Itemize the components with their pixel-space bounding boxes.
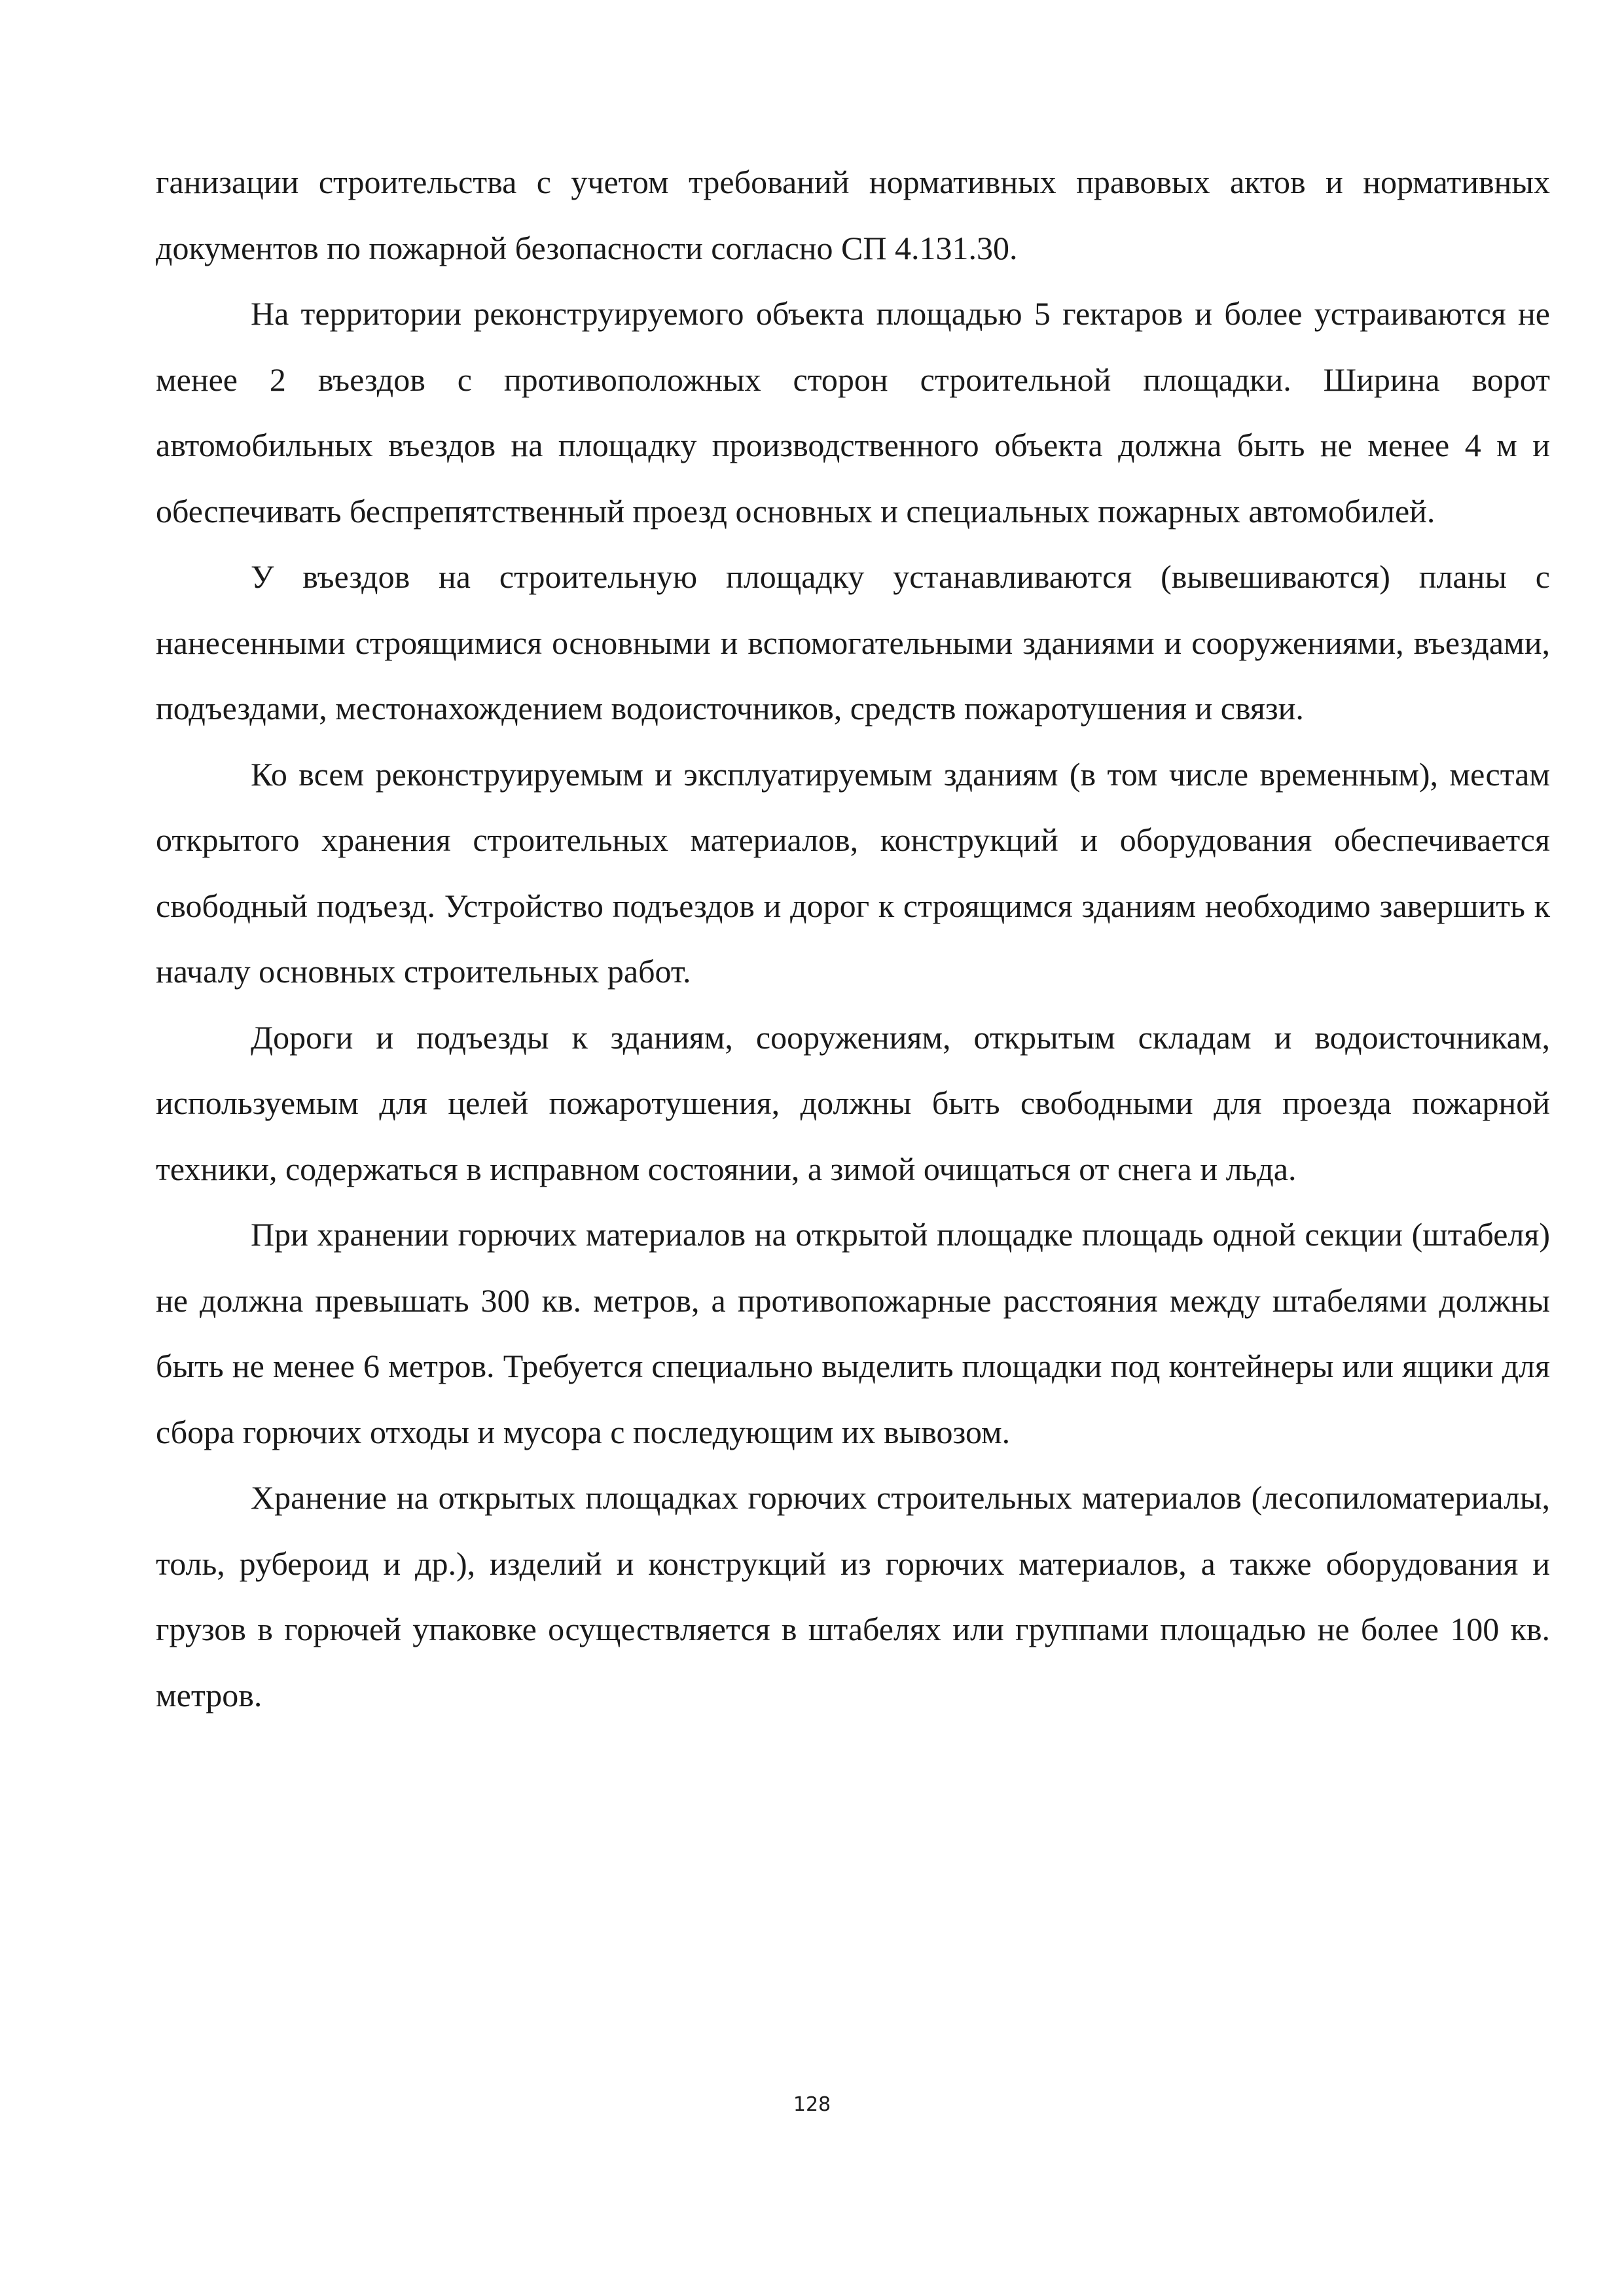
paragraph-open-storage: Хранение на открытых площадках горючих строительных материалов (лесопиломатериалы, толь, рубероид и др.), изделий и конструкций из горючих материалов, а также оборудования и грузов в горючей упаковке осуществляется в штабелях или группами площадью не более 100 кв. метров. xyxy=(156,1479,1550,1713)
paragraph-access-roads: Ко всем реконструируемым и эксплуатируемым зданиям (в том числе временным), местам открытого хранения строительных материалов, конструкций и оборудования обеспечивается свободный подъезд. Устройство подъездов и дорог к строящимся зданиям необходимо завершить к началу основных строительных работ. xyxy=(156,755,1550,990)
paragraph-site-plans: У въездов на строительную площадку устанавливаются (вывешиваются) планы с нанесенными строящимися основными и вспомогательными зданиями и сооружениями, въездами, подъездами, местонахождением водоисточников, средств пожаротушения и связи. xyxy=(156,558,1550,726)
paragraph-continuation: ганизации строительства с учетом требований нормативных правовых актов и нормативных документов по пожарной безопасности согласно СП 4.131.30. xyxy=(156,164,1550,266)
paragraph-road-maintenance: Дороги и подъезды к зданиям, сооружениям, открытым складам и водоисточникам, используемым для целей пожаротушения, должны быть свободными для проезда пожарной техники, содержаться в исправном состоянии, а зимой очищаться от снега и льда. xyxy=(156,1018,1550,1187)
page-number: 128 xyxy=(793,2093,831,2116)
paragraph-storage-sections: При хранении горючих материалов на открытой площадке площадь одной секции (штабеля) не должна превышать 300 кв. метров, а противопожарные расстояния между штабелями должны быть не менее 6 метров. Требуется специально выделить площадки под контейнеры или ящики для сбора горючих отходы и мусора с последующим их вывозом. xyxy=(156,1216,1550,1450)
body-text xyxy=(156,149,1550,1728)
paragraph-entrances: На территории реконструируемого объекта площадью 5 гектаров и более устраиваются не менее 2 въездов с противоположных сторон строительной площадки. Ширина ворот автомобильных въездов на площадку производственного объекта должна быть не менее 4 м и обеспечивать беспрепятственный проезд основных и специальных пожарных автомобилей. xyxy=(156,295,1550,529)
